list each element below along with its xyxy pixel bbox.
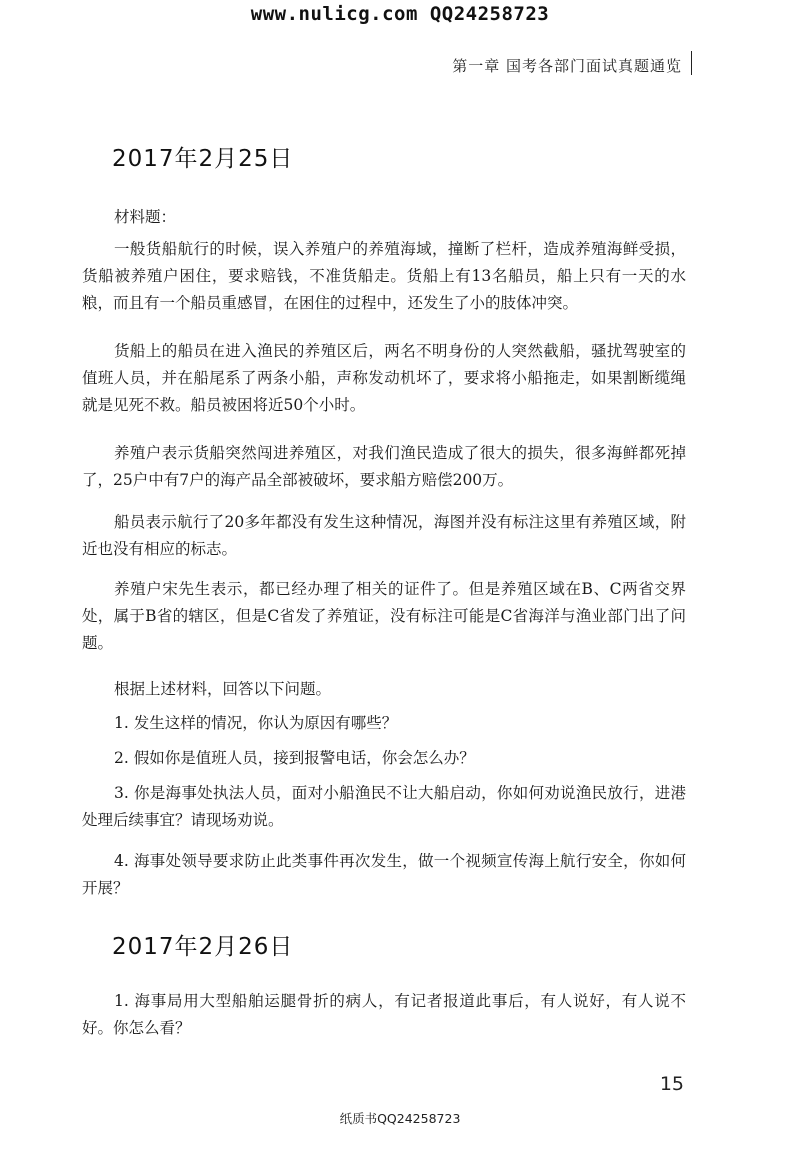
date-heading: 2017年2月26日 <box>112 934 294 960</box>
question: 1. 发生这样的情况，你认为原因有哪些？ <box>114 714 398 732</box>
question: 4. 海事处领导要求防止此类事件再次发生，做一个视频宣传海上航行安全，你如何开展？ <box>82 852 686 897</box>
bottom-watermark: 纸质书QQ24258723 <box>339 1111 461 1126</box>
paragraph: 一般货船航行的时候，误入养殖户的养殖海域，撞断了栏杆，造成养殖海鲜受损，货船被养殖户困住，要求赔钱，不准货船走。货船上有13名船员，船上只有一天的水粮，而且有一个船员重感冒，在困住的过程中，还发生了小的肢体冲突。 <box>82 240 686 312</box>
page-content <box>82 140 686 1037</box>
top-watermark: www.nulicg.com QQ24258723 <box>250 3 550 25</box>
question: 2. 假如你是值班人员，接到报警电话，你会怎么办？ <box>114 749 475 767</box>
section-2017-02-25 <box>82 140 686 940</box>
paragraph: 养殖户表示货船突然闯进养殖区，对我们渔民造成了很大的损失，很多海鲜都死掉了，25户中有7户的海产品全部被破坏，要求船方赔偿200万。 <box>82 444 686 489</box>
paragraph: 材料题： <box>114 208 177 226</box>
paragraph: 船员表示航行了20多年都没有发生这种情况，海图并没有标注这里有养殖区域，附近也没有相应的标志。 <box>82 513 686 558</box>
page-number: 15 <box>659 1073 684 1095</box>
paragraph: 货船上的船员在进入渔民的养殖区后，两名不明身份的人突然截船，骚扰驾驶室的值班人员，并在船尾系了两条小船，声称发动机坏了，要求将小船拖走，如果割断缆绳就是见死不救。船员被困将近50个小时。 <box>82 342 686 414</box>
paragraph: 根据上述材料，回答以下问题。 <box>114 680 332 698</box>
paragraph: 养殖户宋先生表示，都已经办理了相关的证件了。但是养殖区域在B、C两省交界处，属于B省的辖区，但是C省发了养殖证，没有标注可能是C省海洋与渔业部门出了问题。 <box>82 580 686 652</box>
running-head: 第一章 国考各部门面试真题通览 <box>452 57 682 75</box>
date-heading: 2017年2月25日 <box>112 146 294 172</box>
running-head-rule <box>691 51 692 75</box>
question: 1. 海事局用大型船舶运腿骨折的病人，有记者报道此事后，有人说好，有人说不好。你怎么看？ <box>82 992 686 1037</box>
question: 3. 你是海事处执法人员，面对小船渔民不让大船启动，你如何劝说渔民放行，进港处理后续事宜？请现场劝说。 <box>82 784 686 829</box>
